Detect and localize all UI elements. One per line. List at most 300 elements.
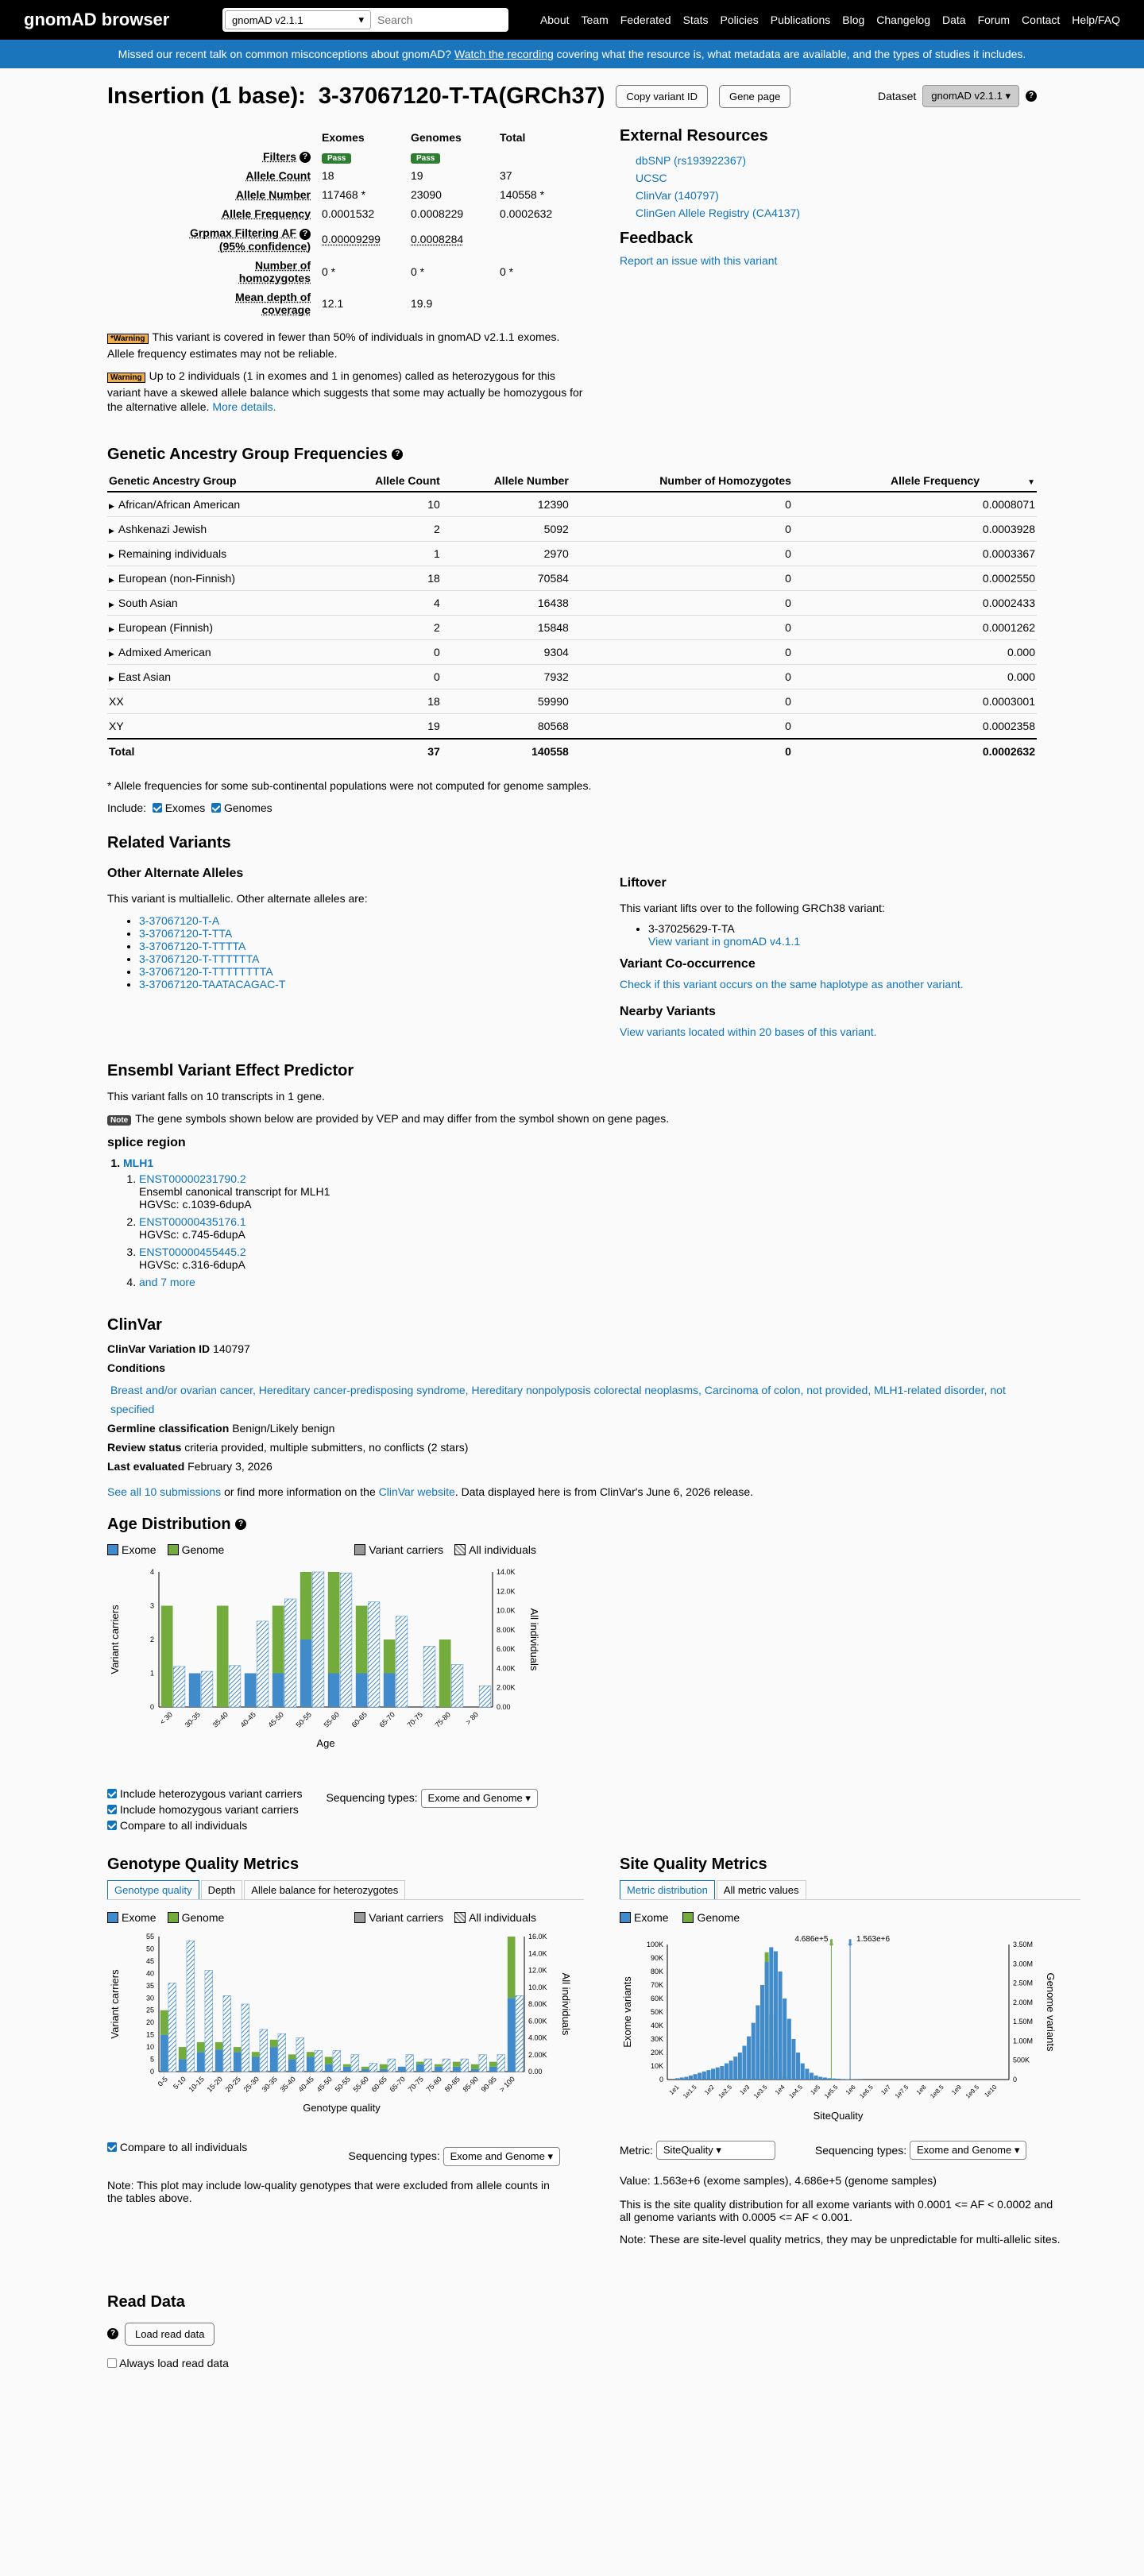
ancestry-cell[interactable] (107, 664, 329, 689)
legend-all-label: All individuals (469, 1543, 536, 1556)
gene-page-button[interactable]: Gene page (719, 85, 790, 108)
all-individuals-bar (278, 2033, 286, 2072)
help-icon[interactable]: ? (392, 449, 403, 460)
all-individuals-bar (479, 2054, 487, 2071)
exome-bar (823, 2077, 827, 2080)
x-tick-label: 1e10 (983, 2083, 999, 2099)
banner-link[interactable]: Watch the recording (454, 48, 554, 60)
ancestry-header-text: Genetic Ancestry Group (109, 473, 237, 487)
nav-link-team[interactable]: Team (581, 14, 609, 26)
gq-note: Note: This plot may include low-quality genotypes that were excluded from allele counts in the tables above. (107, 2178, 550, 2204)
summary-cell-ge (406, 186, 493, 203)
sq-seq-select[interactable]: Exome and Genome ▾ (910, 2141, 1026, 2160)
ancestry-total-text: 0.0002632 (982, 744, 1035, 758)
exome-bar (810, 2072, 814, 2080)
ancestry-header[interactable] (107, 470, 329, 492)
banner-text: Missed our recent talk on common misconceptions about gnomAD? (118, 48, 454, 60)
ancestry-cell-text: 15848 (537, 620, 569, 634)
y-tick-label: 30K (650, 2034, 663, 2043)
expand-caret-icon[interactable]: ▶ (109, 624, 114, 633)
expand-caret-icon[interactable]: ▶ (109, 674, 114, 682)
nav-link-help-faq[interactable]: Help/FAQ (1072, 14, 1120, 26)
legend-all (454, 1911, 536, 1924)
exome-bar (380, 2069, 388, 2072)
dataset-select-value: gnomAD v2.1.1 (232, 14, 303, 26)
all-individuals-bar (229, 1665, 241, 1706)
summary-value: 117468 * (322, 188, 366, 202)
cooccurrence-link[interactable]: Check if this variant occurs on the same haplotype as another variant. (620, 977, 964, 991)
summary-label-sub: (95% confidence) (218, 239, 311, 253)
genome-bar (288, 2054, 296, 2059)
ancestry-header[interactable] (570, 470, 793, 492)
expand-caret-icon[interactable]: ▶ (109, 649, 114, 658)
exome-bar (756, 2005, 759, 2080)
ancestry-cell[interactable] (107, 516, 329, 541)
dataset-select[interactable] (225, 10, 371, 29)
age-seq-value: Exome and Genome (427, 1791, 523, 1804)
gq-compare-row (107, 2141, 247, 2166)
note-badge: Note (107, 1115, 131, 1126)
ancestry-cell-text: 0 (434, 645, 440, 658)
legend-genome (168, 1543, 225, 1556)
x-tick-label: 1e3 (738, 2083, 752, 2096)
warning-badge: Warning (107, 373, 145, 383)
all-individuals-bar (168, 1983, 176, 2072)
related-left (107, 859, 584, 1038)
gq-title: Genotype Quality Metrics (107, 1855, 300, 1873)
het-label: Include heterozygous variant carriers (119, 1786, 303, 1800)
genome-bar (160, 2010, 168, 2034)
other-alleles-text: This variant is multiallelic. Other alternate alleles are: (107, 891, 368, 905)
y2-tick-label: 0 (1013, 2075, 1018, 2084)
evaluated-label: Last evaluated (107, 1459, 185, 1473)
ancestry-cell[interactable] (107, 566, 329, 590)
compare-checkbox[interactable] (107, 1821, 117, 1830)
exome-bar (197, 2052, 205, 2072)
summary-label-text: Allele Number (235, 188, 311, 202)
hom-row (107, 1802, 302, 1817)
ancestry-total-cell (570, 739, 793, 763)
summary-cell-ex (317, 167, 404, 184)
exome-bar (489, 2066, 497, 2071)
tab-genotype-quality[interactable]: Genotype quality (107, 1880, 199, 1899)
ancestry-footnote: * Allele frequencies for some sub-continental populations were not computed for genome samples. (107, 778, 592, 792)
summary-row-label (180, 288, 315, 319)
nav-link-publications[interactable]: Publications (770, 14, 831, 26)
external-link[interactable]: UCSC (636, 172, 667, 184)
y-tick-label: 45 (145, 1956, 154, 1965)
allele-link[interactable]: 3-37067120-T-A (139, 913, 220, 927)
x-tick-label: 85-90 (461, 2074, 480, 2094)
allele-link[interactable]: 3-37067120-T-TTTTTTA (139, 952, 260, 965)
ancestry-cell-text: 0.0003928 (982, 522, 1035, 535)
ancestry-cell-text: 7932 (543, 670, 569, 683)
ancestry-cell-text: 9304 (543, 645, 569, 658)
vep-gene-link[interactable]: MLH1 (123, 1156, 154, 1169)
ancestry-cell (793, 615, 1037, 639)
genome-bar (343, 2064, 351, 2066)
genome-bar (252, 2052, 260, 2057)
clinvar-id-row (107, 1342, 1037, 1355)
y2-axis-label: Genome variants (1045, 1972, 1057, 2052)
nav-link-blog[interactable]: Blog (842, 14, 865, 26)
legend-carriers (354, 1543, 443, 1556)
ancestry-cell (570, 713, 793, 739)
condition-link[interactable]: not specified (110, 1383, 1006, 1415)
ancestry-cell-text: 0 (785, 522, 791, 535)
ancestry-row (107, 516, 1037, 541)
genome-bar (217, 1605, 229, 1707)
header-genomes: Genomes (411, 131, 462, 144)
exome-bar (270, 2047, 278, 2072)
nav-link-federated[interactable]: Federated (620, 14, 671, 26)
ancestry-cell (329, 590, 441, 615)
report-issue-link[interactable]: Report an issue with this variant (620, 254, 778, 267)
transcript-detail: HGVSc: c.745-6dupA (139, 1227, 245, 1241)
transcript-hgvs: HGVSc: c.1039-6dupA (139, 1197, 252, 1211)
other-alleles-list (139, 914, 584, 991)
external-link[interactable]: dbSNP (rs193922367) (636, 154, 747, 167)
x-tick-label: 45-50 (315, 2074, 334, 2094)
ancestry-cell[interactable] (107, 639, 329, 664)
down-arrow-icon: ⬇ (846, 1937, 855, 1948)
transcript-detail: Ensembl canonical transcript for MLH1 (139, 1184, 330, 1198)
tab-depth[interactable]: Depth (201, 1880, 243, 1899)
condition-link[interactable]: Hereditary cancer-predisposing syndrome, (258, 1383, 469, 1396)
nav-link-about[interactable]: About (539, 14, 570, 26)
external-link-item (636, 187, 1037, 204)
exome-bar (453, 2066, 461, 2071)
page-title (107, 83, 605, 110)
x-tick-label: 1e7 (879, 2083, 893, 2096)
gq-tabs (107, 1880, 584, 1900)
y2-tick-label: 14.0K (497, 1567, 516, 1576)
ancestry-cell-text: 19 (427, 719, 440, 732)
expand-caret-icon[interactable]: ▶ (109, 550, 114, 559)
transcript-link[interactable]: ENST00000435176.1 (139, 1215, 246, 1228)
nearby-link[interactable]: View variants located within 20 bases of this variant. (620, 1025, 877, 1038)
related-cols (107, 859, 1037, 1038)
summary-label-text: Filters (262, 150, 296, 163)
exome-bar (343, 2066, 351, 2071)
ancestry-total-cell (107, 739, 329, 763)
dataset-dropdown[interactable]: gnomAD v2.1.1 ▾ (922, 85, 1019, 107)
help-icon[interactable]: ? (1026, 91, 1037, 102)
genome-bar (380, 2064, 388, 2068)
gq-seq-select[interactable]: Exome and Genome ▾ (443, 2147, 560, 2166)
external-link[interactable]: ClinVar (140797) (636, 189, 719, 202)
exome-bar (689, 2075, 693, 2079)
y2-tick-label: 2.00K (497, 1683, 516, 1692)
ancestry-cell-text: 0.0008071 (982, 497, 1035, 511)
ancestry-row (107, 713, 1037, 739)
brand-logo[interactable]: gnomAD browser (24, 10, 170, 29)
nav-link-changelog[interactable]: Changelog (876, 14, 931, 26)
include-exomes-checkbox[interactable] (153, 803, 162, 813)
ancestry-cell-text: 0.000 (1007, 645, 1035, 658)
ancestry-cell-text: 12390 (537, 497, 569, 511)
all-individuals-bar (443, 2059, 450, 2072)
transcript-link[interactable]: ENST00000231790.2 (139, 1172, 246, 1185)
seq-label: Sequencing types: (326, 1790, 418, 1804)
ancestry-cell-text: Ashkenazi Jewish (118, 522, 207, 535)
summary-table (179, 127, 584, 320)
warning-badge: *Warning (107, 334, 149, 344)
allele-item (139, 952, 584, 965)
y2-tick-label: 14.0K (528, 1948, 547, 1957)
clinvar-section (107, 1316, 1037, 1498)
related-right (620, 859, 1037, 1038)
x-tick-label: 1e6 (844, 2083, 857, 2096)
genome-bar (384, 1639, 396, 1674)
exome-bar (787, 2018, 791, 2080)
y2-tick-label: 1.00M (1013, 2037, 1034, 2045)
ancestry-header[interactable] (442, 470, 570, 492)
ancestry-cell-text: South Asian (118, 596, 178, 609)
allele-item (139, 914, 584, 927)
x-tick-label: 0-5 (156, 2074, 169, 2088)
tab-all-metric-values[interactable]: All metric values (717, 1880, 806, 1899)
y2-tick-label: 3.00M (1013, 1959, 1034, 1968)
x-tick-label: 40-45 (238, 1709, 257, 1729)
ancestry-cell (442, 664, 570, 689)
x-tick-label: 30-35 (260, 2074, 279, 2094)
variant-id: 3-37067120-T-TA(GRCh37) (318, 83, 605, 109)
ancestry-cell[interactable] (107, 541, 329, 566)
ancestry-body (107, 492, 1037, 763)
expand-caret-icon[interactable]: ▶ (109, 501, 114, 510)
help-icon[interactable]: ? (300, 152, 311, 163)
liftover-text: This variant lifts over to the following GRCh38 variant: (620, 901, 885, 914)
ancestry-header[interactable] (793, 470, 1037, 492)
ancestry-cell (329, 639, 441, 664)
y-tick-label: 15 (145, 2030, 154, 2039)
all-individuals-bar (205, 1970, 213, 2072)
y2-tick-label: 6.00K (497, 1644, 516, 1653)
x-tick-label: < 30 (158, 1709, 174, 1726)
ancestry-row (107, 590, 1037, 615)
summary-cell-tot (495, 148, 582, 165)
clinvar-footer (107, 1485, 1037, 1498)
summary-value: 0 * (411, 265, 425, 278)
nav-link-data[interactable]: Data (942, 14, 966, 26)
exome-bar (841, 2079, 844, 2080)
legend-genome-label: Genome (181, 1910, 225, 1924)
x-tick-label: 60-65 (350, 1709, 369, 1729)
help-icon[interactable]: ? (107, 2328, 118, 2339)
nav-link-stats[interactable]: Stats (682, 14, 709, 26)
exome-bar (711, 2068, 715, 2080)
exome-bar (720, 2066, 724, 2080)
tab-allele-balance-for-heterozygotes[interactable]: Allele balance for heterozygotes (244, 1880, 405, 1899)
het-row (107, 1786, 302, 1802)
genome-bar (325, 2057, 333, 2064)
metric-label: Metric: (620, 2143, 653, 2157)
expand-caret-icon[interactable]: ▶ (109, 600, 114, 608)
see-all-submissions-link[interactable]: See all 10 submissions (107, 1485, 222, 1498)
exome-bar (245, 1673, 257, 1707)
exome-swatch (107, 1912, 118, 1923)
allele-link[interactable]: 3-37067120-TAATACAGAC-T (139, 977, 286, 991)
allele-link[interactable]: 3-37067120-T-TTTTTTTTA (139, 964, 273, 978)
gq-compare-checkbox[interactable] (107, 2142, 117, 2152)
copy-variant-id-button[interactable]: Copy variant ID (616, 85, 708, 108)
het-checkbox[interactable] (107, 1789, 117, 1798)
more-details-link[interactable]: More details. (212, 400, 276, 413)
condition-link[interactable]: Breast and/or ovarian cancer, (110, 1383, 256, 1396)
x-axis-label: Genotype quality (303, 2101, 381, 2114)
allele-link[interactable]: 3-37067120-T-TTTTA (139, 939, 246, 952)
x-tick-label: 1e2.5 (717, 2083, 734, 2100)
genome-swatch (168, 1912, 179, 1923)
genome-bar (416, 2061, 424, 2064)
ancestry-cell (442, 590, 570, 615)
y2-tick-label: 16.0K (528, 1932, 547, 1941)
x-tick-label: 1e8.5 (929, 2083, 945, 2100)
metric-select[interactable]: SiteQuality ▾ (656, 2141, 775, 2160)
liftover-title: Liftover (620, 875, 667, 890)
allele-link[interactable]: 3-37067120-T-TTA (139, 926, 233, 940)
ancestry-row (107, 492, 1037, 517)
ancestry-cell-text: 80568 (537, 719, 569, 732)
age-chart (107, 1564, 584, 1778)
ancestry-cell-text: 2 (434, 620, 440, 634)
nav-link-contact[interactable]: Contact (1022, 14, 1061, 26)
summary-value: 0 * (322, 265, 336, 278)
condition-link[interactable]: not provided, (806, 1383, 872, 1396)
ancestry-cell (793, 590, 1037, 615)
y2-tick-label: 8.00K (497, 1625, 516, 1634)
y-tick-label: 80K (650, 1967, 663, 1975)
exome-bar (675, 2078, 679, 2080)
ancestry-cell (329, 566, 441, 590)
ancestry-total-text: 37 (427, 744, 440, 758)
legend-genome-label: Genome (697, 1910, 740, 1924)
ancestry-cell (329, 492, 441, 517)
y-tick-label: 60K (650, 1994, 663, 2002)
conditions-label: Conditions (107, 1361, 166, 1374)
ancestry-header[interactable] (329, 470, 441, 492)
ancestry-cell (793, 566, 1037, 590)
y-axis-label: Variant carriers (109, 1605, 121, 1674)
expand-caret-icon[interactable]: ▶ (109, 575, 114, 584)
exome-bar (769, 1947, 773, 2080)
search-input[interactable] (377, 14, 504, 26)
ancestry-cell[interactable] (107, 590, 329, 615)
y-tick-label: 0 (149, 2067, 154, 2076)
ancestry-cell[interactable] (107, 615, 329, 639)
ancestry-cell[interactable] (107, 492, 329, 517)
condition-link[interactable]: Carcinoma of colon, (704, 1383, 804, 1396)
summary-row-label (180, 167, 315, 184)
liftover-variant: 3-37025629-T-TA (648, 921, 735, 935)
summary-value: 0 * (500, 265, 514, 278)
variant-type: Insertion (1 base): (107, 83, 306, 109)
age-section (107, 1516, 1037, 1833)
include-genomes-checkbox[interactable] (211, 803, 221, 813)
sq-chart (620, 1929, 1080, 2127)
exome-bar (814, 2075, 818, 2079)
help-icon[interactable]: ? (235, 1519, 246, 1530)
ancestry-cell (793, 664, 1037, 689)
ancestry-cell (329, 615, 441, 639)
x-tick-label: 1e9 (950, 2083, 963, 2096)
exome-bar (742, 2045, 746, 2080)
x-tick-label: 1e4 (773, 2083, 786, 2096)
ancestry-cell (442, 541, 570, 566)
ancestry-cell-text: 0.0002550 (982, 571, 1035, 585)
tab-metric-distribution[interactable]: Metric distribution (620, 1880, 715, 1899)
hom-checkbox[interactable] (107, 1805, 117, 1814)
exome-bar (356, 1673, 368, 1707)
nav-link-forum[interactable]: Forum (977, 14, 1011, 26)
external-link[interactable]: ClinGen Allele Registry (CA4137) (636, 207, 800, 219)
ancestry-cell-text: 0.0003367 (982, 546, 1035, 560)
sq-value: Value: 1.563e+6 (exome samples), 4.686e+5 (genome samples) (620, 2173, 937, 2187)
ancestry-header-text: Allele Number (493, 473, 569, 487)
ancestry-cell (793, 492, 1037, 517)
ancestry-cell-text: XY (109, 719, 124, 732)
conditions-list (110, 1381, 1024, 1419)
summary-cell-tot (495, 257, 582, 287)
pass-badge: Pass (322, 153, 351, 164)
age-seq-select[interactable]: Exome and Genome ▾ (421, 1789, 538, 1808)
liftover-link[interactable]: View variant in gnomAD v4.1.1 (648, 934, 801, 948)
help-icon[interactable]: ? (300, 229, 311, 240)
exome-bar (160, 2034, 168, 2071)
x-tick-label: > 100 (497, 2074, 516, 2094)
exome-bar (272, 1673, 284, 1707)
evaluated-value: February 3, 2026 (187, 1459, 272, 1473)
transcript-link[interactable]: ENST00000455445.2 (139, 1245, 246, 1258)
exome-bar (702, 2071, 706, 2079)
x-tick-label: 70-75 (405, 1709, 424, 1729)
y-tick-label: 70K (650, 1980, 663, 1989)
exome-bar (328, 1673, 340, 1707)
all-individuals-bar (424, 2059, 432, 2072)
germline-label: Germline classification (107, 1421, 230, 1435)
vep-more-link[interactable]: and 7 more (139, 1275, 195, 1288)
all-individuals-bar (396, 1616, 408, 1706)
hom-label: Include homozygous variant carriers (119, 1802, 299, 1816)
ancestry-header-text: Allele Frequency (891, 473, 980, 487)
x-tick-label: 60-65 (369, 2074, 388, 2094)
exome-bar (508, 1998, 516, 2072)
condition-link[interactable]: Hereditary nonpolyposis colorectal neoplasms, (471, 1383, 701, 1396)
ancestry-cell (442, 615, 570, 639)
all-individuals-bar (479, 1686, 491, 1707)
always-load-label: Always load read data (119, 2356, 229, 2369)
condition-link[interactable]: MLH1-related disorder, (874, 1383, 987, 1396)
nav-link-policies[interactable]: Policies (720, 14, 759, 26)
exome-bar (783, 1999, 786, 2080)
ancestry-cell (442, 566, 570, 590)
exome-bar (752, 2022, 756, 2079)
metric-value: SiteQuality (663, 2143, 713, 2156)
clinvar-website-link[interactable]: ClinVar website (378, 1485, 455, 1498)
x-tick-label: 1e6.5 (858, 2083, 875, 2100)
always-load-checkbox[interactable] (107, 2358, 117, 2368)
load-read-data-button[interactable]: Load read data (125, 2323, 214, 2346)
vep-text: This variant falls on 10 transcripts in 1 gene. (107, 1089, 325, 1103)
dataset-label: Dataset (878, 90, 917, 102)
x-tick-label: 45-50 (266, 1709, 285, 1729)
expand-caret-icon[interactable]: ▶ (109, 526, 114, 535)
summary-row (180, 288, 582, 319)
ancestry-cell-text: 16438 (537, 596, 569, 609)
exome-bar (234, 2052, 242, 2072)
x-tick-label: 40-45 (296, 2074, 315, 2094)
